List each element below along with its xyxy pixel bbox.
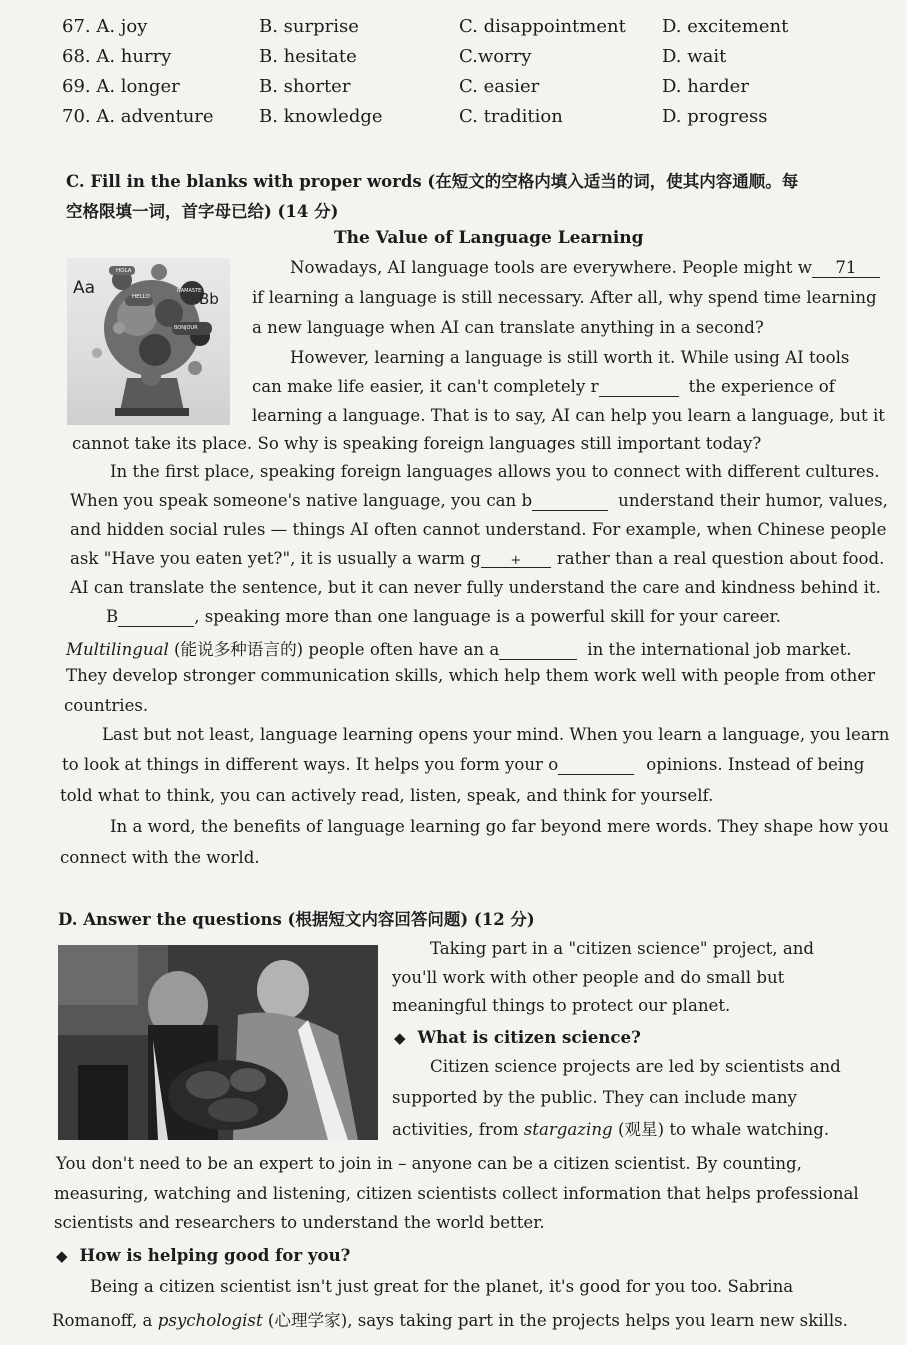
option-a: 70. A. adventure bbox=[62, 106, 214, 127]
section-c-heading-cont: 空格限填一词，首字母已给) (14 分) bbox=[66, 202, 339, 221]
passage-line bbox=[70, 491, 888, 511]
intro-line: you'll work with other people and do small but bbox=[392, 968, 785, 987]
blank-74[interactable]: + bbox=[481, 554, 551, 568]
language-learning-illustration bbox=[67, 258, 230, 425]
passage-line: scientists and researchers to understand the world better. bbox=[54, 1213, 545, 1232]
section-c-heading: C. Fill in the blanks with proper words (在短文的空格内填入适当的词，使其内容通顺。每 bbox=[66, 172, 799, 191]
text-run: When you speak someone's native language, you can b bbox=[70, 491, 533, 510]
bb-label: Bb bbox=[199, 290, 219, 308]
passage-line: countries. bbox=[64, 696, 149, 715]
option-b: B. knowledge bbox=[259, 106, 383, 127]
option-c: C. disappointment bbox=[459, 16, 626, 37]
namaste-label: NAMASTE bbox=[177, 288, 202, 294]
intro-line: Taking part in a "citizen science" project, and bbox=[430, 939, 815, 958]
diamond-bullet-icon: ◆ bbox=[56, 1247, 68, 1265]
intro-line: meaningful things to protect our planet. bbox=[392, 996, 731, 1015]
text-run: Nowadays, AI language tools are everywhere. People might w bbox=[290, 258, 812, 277]
option-c: C. tradition bbox=[459, 106, 563, 127]
options-row-67 bbox=[62, 16, 842, 46]
passage-line: a new language when AI can translate anything in a second? bbox=[252, 318, 764, 337]
option-d: D. wait bbox=[662, 46, 727, 67]
passage-line: Being a citizen scientist isn't just great for the planet, it's good for you too. Sabrina bbox=[90, 1277, 794, 1296]
question-how-helping-good bbox=[56, 1245, 350, 1265]
passage-line: Last but not least, language learning opens your mind. When you learn a language, you learn bbox=[102, 725, 890, 744]
text-run: understand their humor, values, bbox=[618, 491, 888, 510]
passage-line bbox=[252, 377, 835, 397]
option-d: D. excitement bbox=[662, 16, 789, 37]
section-d-heading: D. Answer the questions (根据短文内容回答问题) (12 分) bbox=[58, 910, 535, 929]
text-run: in the international job market. bbox=[587, 640, 852, 659]
option-a: 69. A. longer bbox=[62, 76, 180, 97]
option-a: 67. A. joy bbox=[62, 16, 148, 37]
blank-72[interactable] bbox=[599, 379, 679, 397]
text-run: activities, from bbox=[392, 1120, 524, 1139]
options-row-70 bbox=[62, 106, 842, 136]
passage-line: if learning a language is still necessary. After all, why spend time learning bbox=[252, 288, 877, 307]
italic-term: psychologist bbox=[157, 1311, 263, 1330]
passage-line: Citizen science projects are led by scientists and bbox=[430, 1057, 841, 1076]
text-run: (能说多种语言的) people often have an a bbox=[168, 640, 500, 659]
passage-line bbox=[290, 258, 880, 278]
options-row-69 bbox=[62, 76, 842, 106]
passage-title: The Value of Language Learning bbox=[334, 228, 644, 248]
passage-line: told what to think, you can actively read, listen, speak, and think for yourself. bbox=[60, 786, 714, 805]
options-row-68 bbox=[62, 46, 842, 76]
blank-77[interactable] bbox=[558, 757, 634, 775]
passage-line: and hidden social rules — things AI often cannot understand. For example, when Chinese people bbox=[70, 520, 887, 539]
blank-75[interactable] bbox=[118, 609, 194, 627]
question-what-is-citizen-science bbox=[394, 1027, 641, 1047]
passage-line: They develop stronger communication skills, which help them work well with people from other bbox=[66, 666, 876, 685]
passage-line bbox=[106, 607, 781, 627]
passage-line: In a word, the benefits of language learning go far beyond mere words. They shape how you bbox=[110, 817, 889, 836]
text-run: B bbox=[106, 607, 119, 626]
passage-line bbox=[62, 755, 864, 775]
passage-line: cannot take its place. So why is speaking foreign languages still important today? bbox=[72, 434, 762, 453]
option-c: C. easier bbox=[459, 76, 540, 97]
passage-line: connect with the world. bbox=[60, 848, 260, 867]
option-b: B. hesitate bbox=[259, 46, 357, 67]
hello-label: HELLO bbox=[132, 294, 150, 300]
option-b: B. shorter bbox=[259, 76, 351, 97]
passage-line bbox=[66, 636, 852, 660]
text-run: to look at things in different ways. It helps you form your o bbox=[62, 755, 559, 774]
text-run: opinions. Instead of being bbox=[646, 755, 865, 774]
question-text: How is helping good for you? bbox=[79, 1245, 351, 1265]
text-run: the experience of bbox=[688, 377, 835, 396]
text-run: , speaking more than one language is a powerful skill for your career. bbox=[194, 607, 781, 626]
text-run: (观星) to whale watching. bbox=[612, 1120, 830, 1139]
aa-label: Aa bbox=[73, 278, 96, 298]
diamond-bullet-icon: ◆ bbox=[394, 1029, 406, 1047]
text-run: ask "Have you eaten yet?", it is usually a warm g bbox=[70, 549, 481, 568]
passage-line: AI can translate the sentence, but it can never fully understand the care and kindness behind it. bbox=[70, 578, 881, 597]
text-run: Romanoff, a bbox=[52, 1311, 158, 1330]
option-a: 68. A. hurry bbox=[62, 46, 172, 67]
passage-line bbox=[392, 1116, 829, 1140]
option-d: D. harder bbox=[662, 76, 749, 97]
hola-label: HOLA bbox=[116, 268, 132, 274]
passage-line bbox=[70, 549, 884, 568]
italic-term: Multilingual bbox=[66, 640, 169, 659]
bonjour-label: BONJOUR bbox=[174, 325, 198, 331]
text-run: can make life easier, it can't completely r bbox=[252, 377, 599, 396]
option-c: C.worry bbox=[459, 46, 532, 67]
question-text: What is citizen science? bbox=[417, 1027, 641, 1047]
passage-line: However, learning a language is still worth it. While using AI tools bbox=[290, 348, 850, 367]
option-b: B. surprise bbox=[259, 16, 359, 37]
blank-73[interactable] bbox=[532, 493, 608, 511]
text-run: (心理学家), says taking part in the projects helps you learn new skills. bbox=[262, 1311, 848, 1330]
passage-line bbox=[52, 1307, 848, 1331]
passage-line: You don't need to be an expert to join in – anyone can be a citizen scientist. By counting, bbox=[56, 1154, 802, 1173]
photo-graphic bbox=[58, 945, 378, 1140]
blank-71[interactable]: 71 bbox=[812, 260, 880, 278]
citizen-science-photo bbox=[58, 945, 378, 1140]
passage-line: measuring, watching and listening, citizen scientists collect information that helps professional bbox=[54, 1184, 859, 1203]
option-d: D. progress bbox=[662, 106, 768, 127]
text-run: rather than a real question about food. bbox=[556, 549, 885, 568]
passage-line: learning a language. That is to say, AI can help you learn a language, but it bbox=[252, 406, 885, 425]
passage-line: supported by the public. They can include many bbox=[392, 1088, 797, 1107]
passage-line: In the first place, speaking foreign languages allows you to connect with different cultures. bbox=[110, 462, 880, 481]
italic-term: stargazing bbox=[523, 1120, 613, 1139]
blank-76[interactable] bbox=[499, 642, 577, 660]
